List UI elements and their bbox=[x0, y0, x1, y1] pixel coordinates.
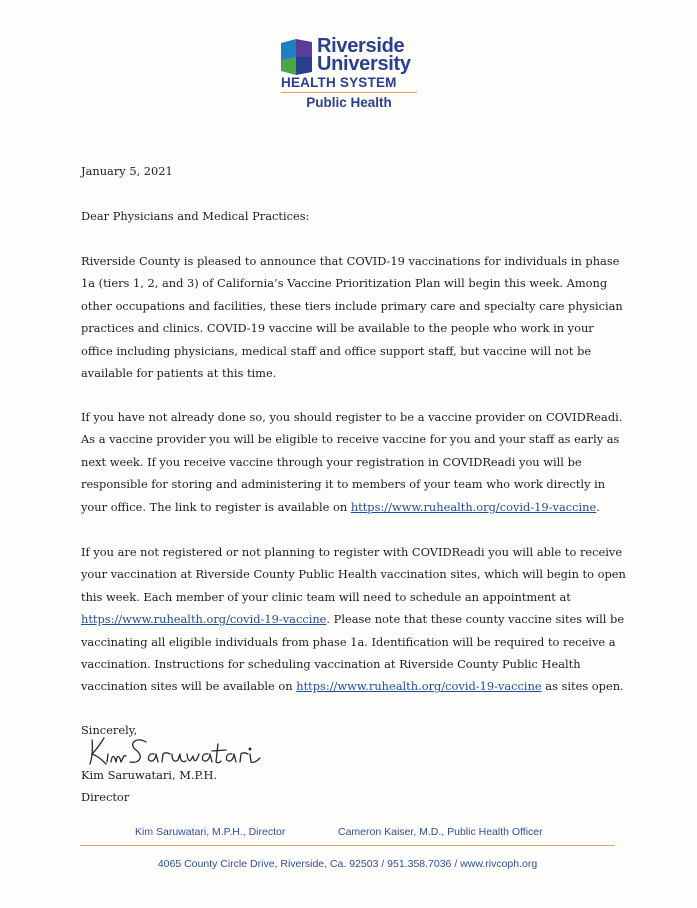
scheduling-link[interactable]: https://www.ruhealth.org/covid-19-vaccine bbox=[296, 679, 542, 694]
paragraph-2 bbox=[81, 406, 626, 518]
paragraph-3-middle: . Please note that these county vaccine sites will be vaccinating all eligible individuals from phase 1a. Identification will be required to receive a vaccination. Instructions for scheduling vaccination at Riverside County Public Health vaccination sites will be available on bbox=[81, 612, 625, 694]
signer-name: Kim Saruwatari, M.P.H. bbox=[81, 768, 218, 782]
organization-logo bbox=[281, 36, 431, 116]
letter-salutation: Dear Physicians and Medical Practices: bbox=[81, 209, 310, 223]
logo-mark-icon bbox=[281, 39, 312, 75]
signer-block bbox=[81, 764, 626, 809]
logo-mark-purple-facet bbox=[296, 39, 312, 57]
paragraph-3-tail: as sites open. bbox=[541, 679, 624, 694]
logo-text-public-health: Public Health bbox=[306, 95, 392, 110]
footer-address: 4065 County Circle Drive, Riverside, Ca. 92503 / 951.358.7036 / www.rivcoph.org bbox=[157, 858, 538, 870]
paragraph-3-lead: If you are not registered or not planning to register with COVIDReadi you will able to receive your vaccination at Riverside County Public Health vaccination sites, which will begin to open this week. Each member of your clinic team will need to schedule an appointment at bbox=[81, 545, 626, 604]
paragraph-2-lead: If you have not already done so, you should register to be a vaccine provider on COVIDReadi. As a vaccine provider you will be eligible to receive vaccine for you and your staff as early as next week. If you receive vaccine through your registration in COVIDReadi you will be responsible for storing and administering it to members of your team who work directly in your office. The link to register is available on bbox=[81, 410, 623, 514]
footer-director: Kim Saruwatari, M.P.H., Director bbox=[135, 826, 286, 838]
paragraph-3-text bbox=[81, 541, 626, 698]
logo-mark-navy-facet bbox=[296, 57, 312, 75]
paragraph-3 bbox=[81, 541, 626, 698]
logo-text-riverside: Riverside bbox=[317, 35, 405, 57]
paragraph-2-tail: . bbox=[596, 499, 600, 514]
signer-title: Director bbox=[81, 790, 130, 805]
logo-text-health-system: HEALTH SYSTEM bbox=[281, 75, 397, 90]
logo-divider bbox=[281, 92, 417, 93]
paragraph-1 bbox=[81, 250, 626, 384]
letter-closing: Sincerely, bbox=[81, 723, 138, 737]
register-link[interactable]: https://www.ruhealth.org/covid-19-vaccine bbox=[350, 499, 597, 514]
letter-date: January 5, 2021 bbox=[81, 164, 173, 178]
paragraph-2-text bbox=[81, 406, 626, 518]
logo-text-university: University bbox=[317, 53, 411, 75]
footer-health-officer: Cameron Kaiser, M.D., Public Health Officer bbox=[338, 826, 543, 838]
appointment-link[interactable]: https://www.ruhealth.org/covid-19-vaccine bbox=[81, 612, 327, 627]
footer-divider bbox=[80, 845, 615, 846]
paragraph-1-text: Riverside County is pleased to announce that COVID-19 vaccinations for individuals in phase 1a (tiers 1, 2, and 3) of California’s Vaccine Prioritization Plan will begin this week. Among other occupations and facilities, these tiers include primary care and specialty care physician practices and clinics. COVID-19 vaccine will be available to the people who work in your office including physicians, medical staff and office support staff, but vaccine will not be available for patients at this time. bbox=[81, 254, 623, 381]
